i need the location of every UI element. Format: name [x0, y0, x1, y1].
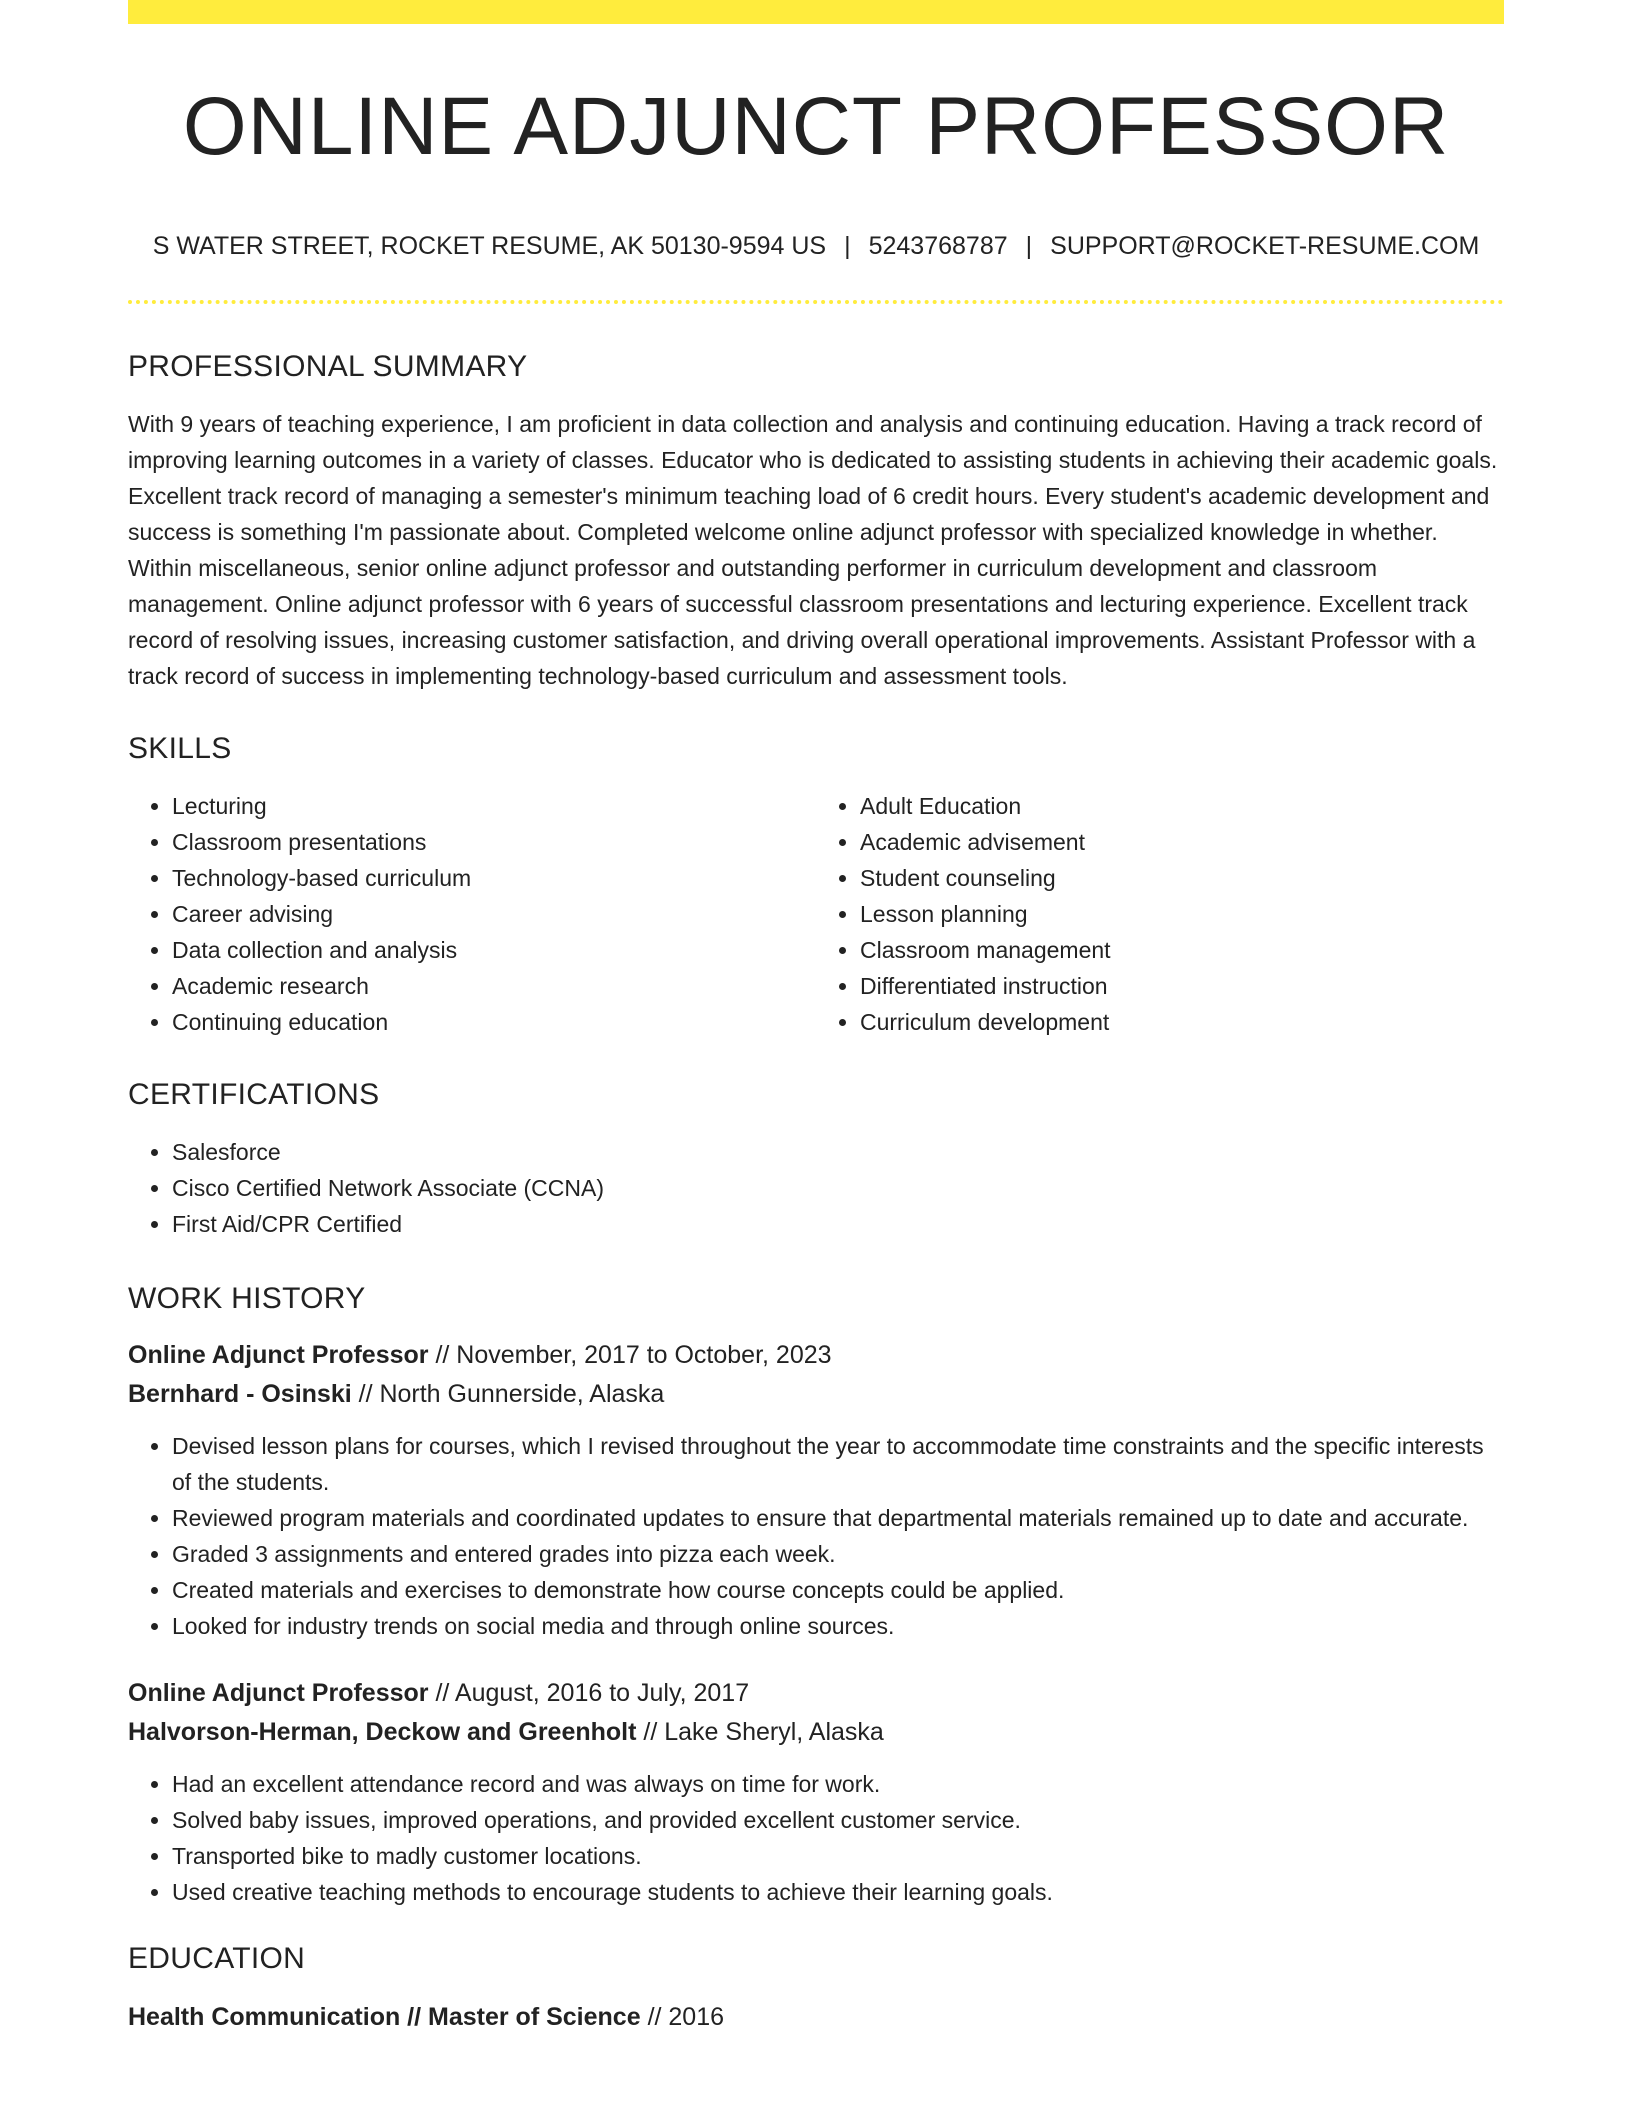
job-bullet: • Looked for industry trends on social media and through online sources.	[172, 1608, 1504, 1644]
skill-item: • Lecturing	[172, 788, 816, 824]
address: S WATER STREET, ROCKET RESUME, AK 50130-9594 US	[152, 232, 827, 260]
job-bullet: • Devised lesson plans for courses, which I revised throughout the year to accommodate time constraints and the specific interests of the students.	[172, 1428, 1504, 1500]
job-dates: // August, 2016 to July, 2017	[428, 1679, 750, 1707]
education-year: // 2016	[640, 2003, 725, 2031]
job-bullet: • Transported bike to madly customer locations.	[172, 1838, 1504, 1874]
skill-item: • Classroom management	[860, 932, 1504, 968]
work-history-heading: WORK HISTORY	[128, 1282, 366, 1315]
job-bullets	[128, 1428, 1504, 1644]
job-title: Online Adjunct Professor	[128, 1679, 429, 1707]
job-location: // Lake Sheryl, Alaska	[636, 1718, 884, 1746]
skills-list	[128, 788, 1504, 1040]
phone[interactable]: 5243768787	[868, 232, 1008, 260]
skill-item: • Academic research	[172, 968, 816, 1004]
top-accent-bar	[128, 0, 1504, 24]
job-company-line	[128, 1713, 1504, 1752]
certifications-heading: CERTIFICATIONS	[128, 1078, 380, 1111]
skill-item: • Career advising	[172, 896, 816, 932]
certification-item: • Salesforce	[172, 1134, 1504, 1170]
job-company-line	[128, 1375, 1504, 1414]
certification-item: • First Aid/CPR Certified	[172, 1206, 1504, 1242]
job-company: Bernhard - Osinski	[128, 1380, 352, 1408]
job-company: Halvorson-Herman, Deckow and Greenholt	[128, 1718, 637, 1746]
skill-item: • Classroom presentations	[172, 824, 816, 860]
skill-item: • Student counseling	[860, 860, 1504, 896]
certifications-list	[128, 1134, 1504, 1242]
dotted-divider	[128, 300, 1504, 304]
education-heading: EDUCATION	[128, 1942, 306, 1975]
job-bullet: • Graded 3 assignments and entered grades into pizza each week.	[172, 1536, 1504, 1572]
job-bullet: • Reviewed program materials and coordinated updates to ensure that departmental materials remained up to date and accurate.	[172, 1500, 1504, 1536]
skill-item: • Curriculum development	[860, 1004, 1504, 1040]
separator: |	[1025, 232, 1033, 260]
skill-item: • Academic advisement	[860, 824, 1504, 860]
summary-text: With 9 years of teaching experience, I am proficient in data collection and analysis and continuing education. Having a track record of improving learning outcomes in a variety of classes. Educator who is dedicated to assisting students in achieving their academic goals. Excellent track record of managing a semester's minimum teaching load of 6 credit hours. Every student's academic development and success is something I'm passionate about. Completed welcome online adjunct professor with specialized knowledge in whether. Within miscellaneous, senior online adjunct professor and outstanding performer in curriculum development and classroom management. Online adjunct professor with 6 years of successful classroom presentations and lecturing experience. Excellent track record of resolving issues, increasing customer satisfaction, and driving overall operational improvements. Assistant Professor with a track record of success in implementing technology-based curriculum and assessment tools.	[128, 411, 1498, 689]
skills-heading: SKILLS	[128, 732, 232, 765]
skills-left-column	[128, 788, 816, 1040]
job-bullet: • Solved baby issues, improved operations, and provided excellent customer service.	[172, 1802, 1504, 1838]
job-bullet: • Created materials and exercises to demonstrate how course concepts could be applied.	[172, 1572, 1504, 1608]
separator: |	[844, 232, 851, 260]
skill-item: • Adult Education	[860, 788, 1504, 824]
job-bullet: • Had an excellent attendance record and was always on time for work.	[172, 1766, 1504, 1802]
skill-item: • Differentiated instruction	[860, 968, 1504, 1004]
education-line	[128, 1998, 1504, 2037]
skill-item: • Data collection and analysis	[172, 932, 816, 968]
education-degree: Health Communication // Master of Science	[128, 2003, 641, 2031]
resume-title: ONLINE ADJUNCT PROFESSOR	[182, 81, 1450, 172]
skill-item: • Technology-based curriculum	[172, 860, 816, 896]
job-title-line	[128, 1674, 1504, 1713]
job-bullets	[128, 1766, 1504, 1910]
resume-page	[128, 0, 1504, 2037]
job-location: // North Gunnerside, Alaska	[351, 1380, 665, 1408]
contact-line	[128, 234, 1504, 259]
job-bullet: • Used creative teaching methods to encourage students to achieve their learning goals.	[172, 1874, 1504, 1910]
summary-heading: PROFESSIONAL SUMMARY	[128, 350, 528, 383]
certification-item: • Cisco Certified Network Associate (CCNA)	[172, 1170, 1504, 1206]
skills-right-column	[816, 788, 1504, 1040]
job-title-line	[128, 1336, 1504, 1375]
skill-item: • Continuing education	[172, 1004, 816, 1040]
job-dates: // November, 2017 to October, 2023	[428, 1341, 832, 1369]
job-entry	[128, 1336, 1504, 1644]
email[interactable]: SUPPORT@ROCKET-RESUME.COM	[1050, 232, 1480, 260]
skill-item: • Lesson planning	[860, 896, 1504, 932]
job-title: Online Adjunct Professor	[128, 1341, 429, 1369]
job-entry	[128, 1674, 1504, 1910]
